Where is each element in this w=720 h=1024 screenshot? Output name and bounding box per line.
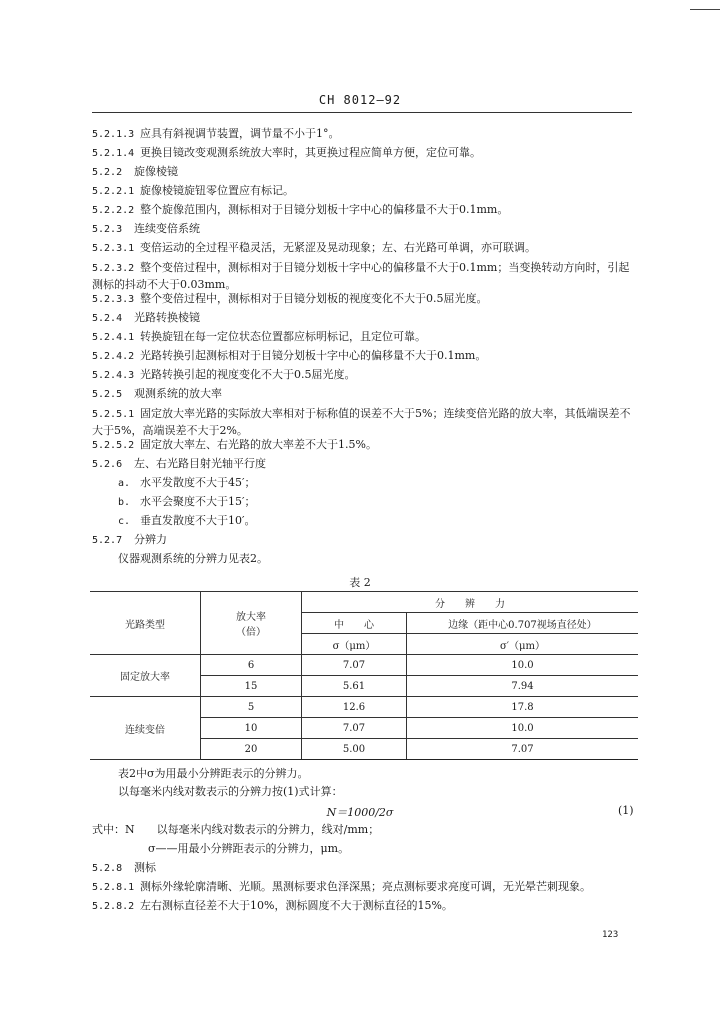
clause-line [92,165,178,180]
group-fixed: 固定放大率 [90,655,201,697]
clause-text: 应具有斜视调节装置，调节量不小于1°。 [140,127,340,140]
clause-number: a. [118,478,131,489]
clause-text: 固定放大率左、右光路的放大率差不大于1.5%。 [140,438,377,451]
table-cell: 5.00 [302,739,407,760]
clause-line [92,260,632,293]
clause-number: 5.2.1.3 [92,129,135,140]
table-cell: 7.07 [407,739,639,760]
clause-number: 5.2.2.2 [92,205,135,216]
clause-number: 5.2.4.2 [92,351,135,362]
table-cell: 10.0 [407,718,639,739]
page-number: 123 [602,930,619,940]
resolution-table [90,591,638,760]
clause-line [92,241,536,256]
equation-number: (1) [618,804,634,817]
clause-number: 5.2.4 [92,313,123,324]
clause-number: 5.2.5.2 [92,440,135,451]
clause-line [92,330,426,345]
clause-number: 5.2.2.1 [92,186,135,197]
clause-text: 连续变倍系统 [134,222,200,235]
table-cell: 5.61 [302,676,407,697]
clause-5-2-8-2: 5.2.8.2 左右测标直径差不大于10%，测标圆度不大于测标直径的15%。 [92,899,453,912]
table-cell: 7.94 [407,676,639,697]
clause-text: 变倍运动的全过程平稳灵活，无紧涩及晃动现象；左、右光路可单调，亦可联调。 [140,241,536,254]
clause-number: 5.2.4.1 [92,332,135,343]
clause-number: c. [118,516,131,527]
table-cell: 17.8 [407,697,639,718]
table-title: 表 2 [349,576,371,589]
clause-number: 5.2.5.1 [92,409,135,420]
col-magnification: 放大率 （倍） [201,592,302,655]
table-cell: 6 [201,655,302,676]
clause-line [92,406,632,439]
table-cell: 5 [201,697,302,718]
clause-number: 5.2.3.1 [92,243,135,254]
clause-text: 分辨力 [134,533,167,546]
table-cell: 7.07 [302,718,407,739]
clause-line [92,438,377,453]
clause-line [118,514,256,529]
clause-line [92,349,486,364]
clause-number: 5.2.6 [92,459,123,470]
clause-line [92,533,167,548]
table-cell: 15 [201,676,302,697]
resolution-equation: N＝1000/2σ [326,806,394,819]
clause-line [92,146,481,161]
clause-number: 5.2.7 [92,535,123,546]
unit-center: σ（μm） [302,634,407,655]
table-cell: 12.6 [302,697,407,718]
clause-line [92,203,508,218]
clause-number: 5.2.5 [92,389,123,400]
clause-text: 旋像棱镜旋钮零位置应有标记。 [140,184,294,197]
clause-text: 垂直发散度不大于10′。 [140,514,256,527]
unit-edge: σ′（μm） [407,634,639,655]
clause-text: 固定放大率光路的实际放大率相对于标称值的误差不大于5%；连续变倍光路的放大率，其低端误差不大于5%，高端误差不大于2%。 [92,407,631,437]
scan-edge-line [690,9,720,10]
clause-line [92,127,340,142]
clause-text: 水平发散度不大于45′； [140,476,256,489]
where-sigma: σ——用最小分辨距表示的分辨力，μm。 [148,842,350,855]
clause-number: 5.2.3.2 [92,263,135,274]
clause-text: 水平会聚度不大于15′； [140,495,256,508]
clause-text: 转换旋钮在每一定位状态位置都应标明标记，且定位可靠。 [140,330,426,343]
clause-text: 观测系统的放大率 [134,387,222,400]
clause-line [92,311,200,326]
clause-5-2-8-1: 5.2.8.1 测标外缘轮廓清晰、光顺。黑测标要求色泽深黑；亮点测标要求亮度可调，无光晕芒刺现象。 [92,880,591,893]
clause-text: 光路转换棱镜 [134,311,200,324]
table-cell: 10.0 [407,655,639,676]
clause-number: 5.2.2 [92,167,123,178]
table-note: 表2中σ为用最小分辨距表示的分辨力。 [118,767,309,780]
clause-line [92,457,266,472]
clause-number: 5.2.3.3 [92,294,135,305]
clause-line [118,476,256,491]
clause-line [92,387,222,402]
clause-text: 旋像棱镜 [134,165,178,178]
clause-text: 左、右光路目射光轴平行度 [134,457,266,470]
clause-line [92,222,200,237]
clause-number: 5.2.3 [92,224,123,235]
clause-text: 光路转换引起测标相对于目镜分划板十字中心的偏移量不大于0.1mm。 [140,349,487,362]
clause-5-2-8: 5.2.8 测标 [92,861,156,874]
clause-text: 整个变倍过程中，测标相对于目镜分划板的视度变化不大于0.5屈光度。 [140,292,488,305]
table-cell: 20 [201,739,302,760]
clause-line [118,495,256,510]
col-edge: 边缘（距中心0.707视场直径处） [407,613,639,634]
clause-text: 整个变倍过程中，测标相对于目镜分划板十字中心的偏移量不大于0.1mm；当变换转动方向时，引起测标的抖动不大于0.03mm。 [92,261,630,291]
group-zoom: 连续变倍 [90,697,201,760]
standard-code-header: CH 8012—92 [318,93,402,107]
clause-text: 仪器观测系统的分辨力见表2。 [118,552,268,565]
clause-line [92,368,356,383]
clause-line [92,292,488,307]
header-rule [92,112,632,113]
clause-line [118,552,268,566]
clause-text: 更换目镜改变观测系统放大率时，其更换过程应简单方便，定位可靠。 [140,146,481,159]
formula-intro: 以每毫米内线对数表示的分辨力按(1)式计算： [118,785,343,798]
clause-number: 5.2.1.4 [92,148,135,159]
col-center: 中 心 [302,613,407,634]
clause-text: 光路转换引起的视度变化不大于0.5屈光度。 [140,368,356,381]
clause-line [92,184,294,199]
clause-text: 整个旋像范围内，测标相对于目镜分划板十字中心的偏移量不大于0.1mm。 [140,203,509,216]
col-path-type: 光路类型 [90,592,201,655]
col-resolution: 分 辨 力 [302,592,639,613]
where-n: 式中：N 以每毫米内线对数表示的分辨力，线对/mm； [92,823,380,836]
table-cell: 10 [201,718,302,739]
clause-number: 5.2.4.3 [92,370,135,381]
clause-number: b. [118,497,131,508]
table-cell: 7.07 [302,655,407,676]
